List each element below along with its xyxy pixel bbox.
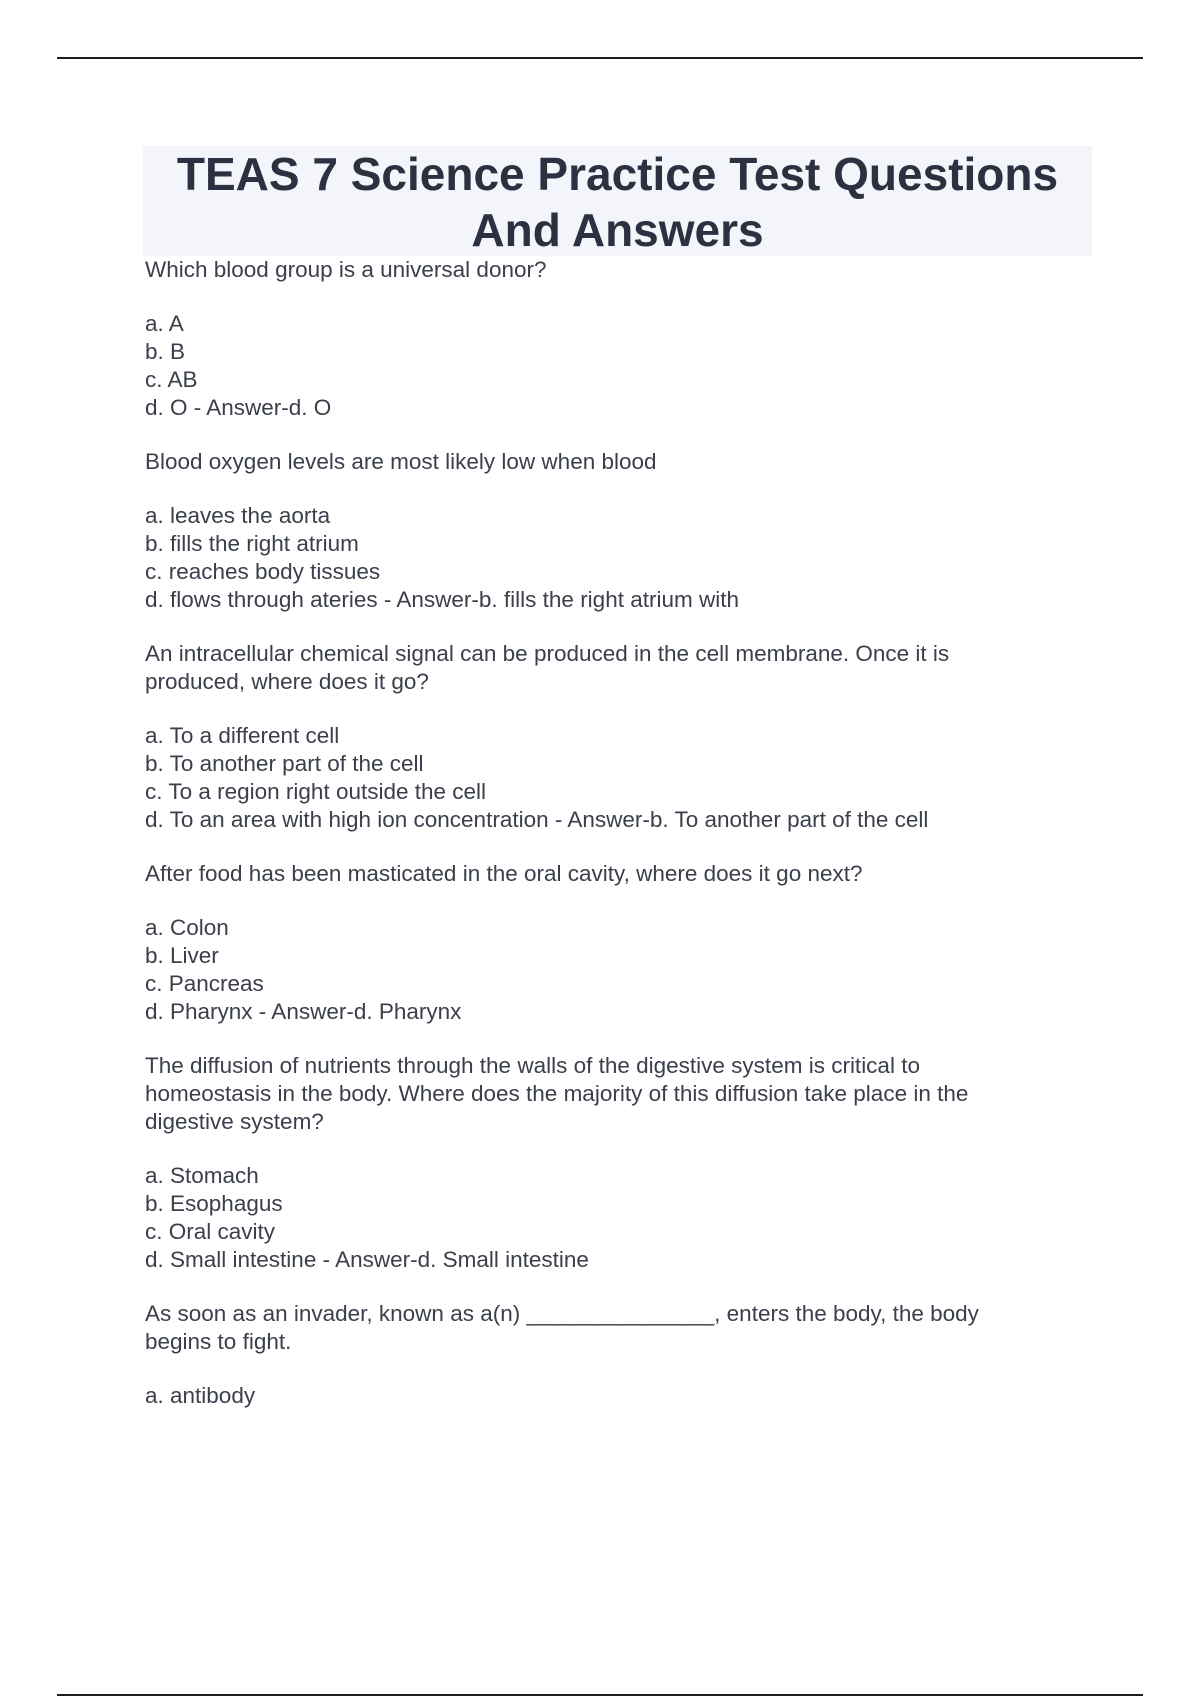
answer-option: d. To an area with high ion concentration - Answer-b. To another part of the cell [145, 807, 929, 832]
question-block [145, 1300, 1045, 1410]
answer-options [145, 722, 1045, 834]
answer-option: d. O - Answer-d. O [145, 395, 332, 420]
footer-rule [57, 1694, 1143, 1696]
answer-option: c. AB [145, 367, 198, 392]
answer-option: b. Liver [145, 943, 219, 968]
answer-option: d. Small intestine - Answer-d. Small intestine [145, 1247, 589, 1272]
answer-option: a. leaves the aorta [145, 503, 331, 528]
question-list [145, 256, 1045, 1436]
answer-option: a. A [145, 311, 184, 336]
answer-option: c. Oral cavity [145, 1219, 276, 1244]
question-text: As soon as an invader, known as a(n) _______________, enters the body, the body begins to fight. [145, 1301, 979, 1354]
question-block [145, 448, 1045, 614]
question-block [145, 640, 1045, 834]
question-block [145, 860, 1045, 1026]
answer-option: c. Pancreas [145, 971, 264, 996]
answer-option: b. fills the right atrium [145, 531, 359, 556]
answer-option: a. antibody [145, 1383, 256, 1408]
answer-option: a. Stomach [145, 1163, 259, 1188]
question-text: Blood oxygen levels are most likely low when blood [145, 449, 657, 474]
header-rule [57, 57, 1143, 59]
answer-option: a. To a different cell [145, 723, 340, 748]
question-text: After food has been masticated in the oral cavity, where does it go next? [145, 861, 863, 886]
question-block [145, 256, 1045, 422]
title-banner [143, 146, 1092, 256]
question-text: Which blood group is a universal donor? [145, 257, 547, 282]
answer-options [145, 914, 1045, 1026]
answer-option: b. Esophagus [145, 1191, 283, 1216]
answer-options [145, 310, 1045, 422]
answer-option: c. reaches body tissues [145, 559, 381, 584]
answer-option: b. B [145, 339, 186, 364]
answer-options [145, 1162, 1045, 1274]
page-title: TEAS 7 Science Practice Test Questions And Answers [176, 148, 1059, 256]
answer-options [145, 1382, 1045, 1410]
question-block [145, 1052, 1045, 1274]
answer-option: a. Colon [145, 915, 229, 940]
answer-option: d. Pharynx - Answer-d. Pharynx [145, 999, 462, 1024]
question-text: An intracellular chemical signal can be produced in the cell membrane. Once it is produced, where does it go? [145, 641, 950, 694]
answer-option: b. To another part of the cell [145, 751, 424, 776]
answer-options [145, 502, 1045, 614]
question-text: The diffusion of nutrients through the walls of the digestive system is critical to homeostasis in the body. Where does the majority of this diffusion take place in the digestive system? [145, 1053, 969, 1134]
answer-option: d. flows through ateries - Answer-b. fills the right atrium with [145, 587, 739, 612]
answer-option: c. To a region right outside the cell [145, 779, 487, 804]
